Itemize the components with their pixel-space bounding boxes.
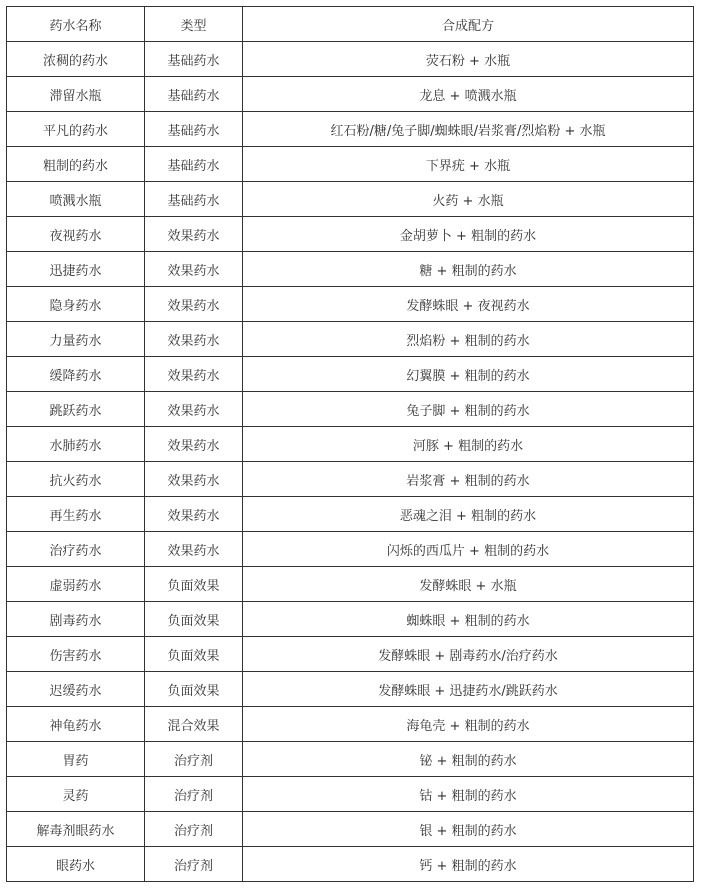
recipe-cell: 烈焰粉 + 粗制的药水	[243, 322, 694, 357]
potion-type-cell: 效果药水	[145, 532, 243, 567]
table-row	[7, 602, 694, 637]
recipe-cell: 红石粉/糖/兔子脚/蜘蛛眼/岩浆膏/烈焰粉 + 水瓶	[243, 112, 694, 147]
table-row	[7, 357, 694, 392]
recipe-cell: 河豚 + 粗制的药水	[243, 427, 694, 462]
potion-type-cell: 效果药水	[145, 287, 243, 322]
recipe-cell: 钴 + 粗制的药水	[243, 777, 694, 812]
potion-type-cell: 治疗剂	[145, 812, 243, 847]
recipe-cell: 铋 + 粗制的药水	[243, 742, 694, 777]
table-row	[7, 42, 694, 77]
header-recipe: 合成配方	[243, 7, 694, 42]
potion-name-cell: 粗制的药水	[7, 147, 145, 182]
potion-name-cell: 胃药	[7, 742, 145, 777]
recipe-cell: 发酵蛛眼 + 剧毒药水/治疗药水	[243, 637, 694, 672]
recipe-cell: 下界疣 + 水瓶	[243, 147, 694, 182]
potion-name-cell: 缓降药水	[7, 357, 145, 392]
table-row	[7, 742, 694, 777]
potion-type-cell: 基础药水	[145, 112, 243, 147]
potion-name-cell: 平凡的药水	[7, 112, 145, 147]
potion-name-cell: 灵药	[7, 777, 145, 812]
potion-name-cell: 迟缓药水	[7, 672, 145, 707]
header-type: 类型	[145, 7, 243, 42]
potion-type-cell: 负面效果	[145, 637, 243, 672]
potion-name-cell: 解毒剂眼药水	[7, 812, 145, 847]
recipe-cell: 钙 + 粗制的药水	[243, 847, 694, 882]
recipe-cell: 银 + 粗制的药水	[243, 812, 694, 847]
recipe-cell: 岩浆膏 + 粗制的药水	[243, 462, 694, 497]
recipe-cell: 幻翼膜 + 粗制的药水	[243, 357, 694, 392]
recipe-cell: 荧石粉 + 水瓶	[243, 42, 694, 77]
table-row	[7, 777, 694, 812]
recipe-cell: 金胡萝卜 + 粗制的药水	[243, 217, 694, 252]
potion-name-cell: 水肺药水	[7, 427, 145, 462]
potion-type-cell: 负面效果	[145, 672, 243, 707]
potion-name-cell: 再生药水	[7, 497, 145, 532]
potion-name-cell: 力量药水	[7, 322, 145, 357]
potion-type-cell: 基础药水	[145, 147, 243, 182]
potion-type-cell: 基础药水	[145, 182, 243, 217]
table-row	[7, 182, 694, 217]
potion-type-cell: 效果药水	[145, 357, 243, 392]
potion-name-cell: 夜视药水	[7, 217, 145, 252]
table-row	[7, 847, 694, 882]
table-row	[7, 532, 694, 567]
table-row	[7, 287, 694, 322]
table-row	[7, 77, 694, 112]
table-row	[7, 707, 694, 742]
header-potion-name: 药水名称	[7, 7, 145, 42]
potion-name-cell: 虚弱药水	[7, 567, 145, 602]
potion-name-cell: 剧毒药水	[7, 602, 145, 637]
table-row	[7, 567, 694, 602]
potion-type-cell: 负面效果	[145, 567, 243, 602]
potion-type-cell: 效果药水	[145, 252, 243, 287]
potion-name-cell: 伤害药水	[7, 637, 145, 672]
potion-name-cell: 浓稠的药水	[7, 42, 145, 77]
table-row	[7, 147, 694, 182]
recipe-cell: 蜘蛛眼 + 粗制的药水	[243, 602, 694, 637]
potion-recipe-table	[6, 6, 694, 882]
table-row	[7, 462, 694, 497]
potion-type-cell: 效果药水	[145, 322, 243, 357]
recipe-cell: 火药 + 水瓶	[243, 182, 694, 217]
table-row	[7, 672, 694, 707]
potion-type-cell: 治疗剂	[145, 777, 243, 812]
potion-name-cell: 迅捷药水	[7, 252, 145, 287]
table-row	[7, 217, 694, 252]
potion-type-cell: 效果药水	[145, 497, 243, 532]
recipe-cell: 发酵蛛眼 + 夜视药水	[243, 287, 694, 322]
table-row	[7, 637, 694, 672]
potion-type-cell: 负面效果	[145, 602, 243, 637]
table-row	[7, 812, 694, 847]
potion-type-cell: 基础药水	[145, 42, 243, 77]
table-row	[7, 252, 694, 287]
potion-type-cell: 效果药水	[145, 427, 243, 462]
potion-name-cell: 跳跃药水	[7, 392, 145, 427]
recipe-cell: 闪烁的西瓜片 + 粗制的药水	[243, 532, 694, 567]
recipe-cell: 糖 + 粗制的药水	[243, 252, 694, 287]
recipe-cell: 发酵蛛眼 + 迅捷药水/跳跃药水	[243, 672, 694, 707]
potion-name-cell: 神龟药水	[7, 707, 145, 742]
potion-name-cell: 喷溅水瓶	[7, 182, 145, 217]
potion-type-cell: 治疗剂	[145, 847, 243, 882]
table-row	[7, 322, 694, 357]
table-header-row	[7, 7, 694, 42]
recipe-cell: 兔子脚 + 粗制的药水	[243, 392, 694, 427]
recipe-cell: 龙息 + 喷溅水瓶	[243, 77, 694, 112]
recipe-cell: 海龟壳 + 粗制的药水	[243, 707, 694, 742]
potion-name-cell: 抗火药水	[7, 462, 145, 497]
table-row	[7, 427, 694, 462]
potion-type-cell: 治疗剂	[145, 742, 243, 777]
table-row	[7, 497, 694, 532]
recipe-cell: 发酵蛛眼 + 水瓶	[243, 567, 694, 602]
potion-name-cell: 滞留水瓶	[7, 77, 145, 112]
table-row	[7, 392, 694, 427]
potion-type-cell: 效果药水	[145, 392, 243, 427]
potion-type-cell: 效果药水	[145, 217, 243, 252]
potion-name-cell: 治疗药水	[7, 532, 145, 567]
table-row	[7, 112, 694, 147]
potion-type-cell: 基础药水	[145, 77, 243, 112]
recipe-cell: 恶魂之泪 + 粗制的药水	[243, 497, 694, 532]
potion-name-cell: 眼药水	[7, 847, 145, 882]
table-body	[7, 42, 694, 882]
potion-type-cell: 效果药水	[145, 462, 243, 497]
potion-type-cell: 混合效果	[145, 707, 243, 742]
potion-name-cell: 隐身药水	[7, 287, 145, 322]
